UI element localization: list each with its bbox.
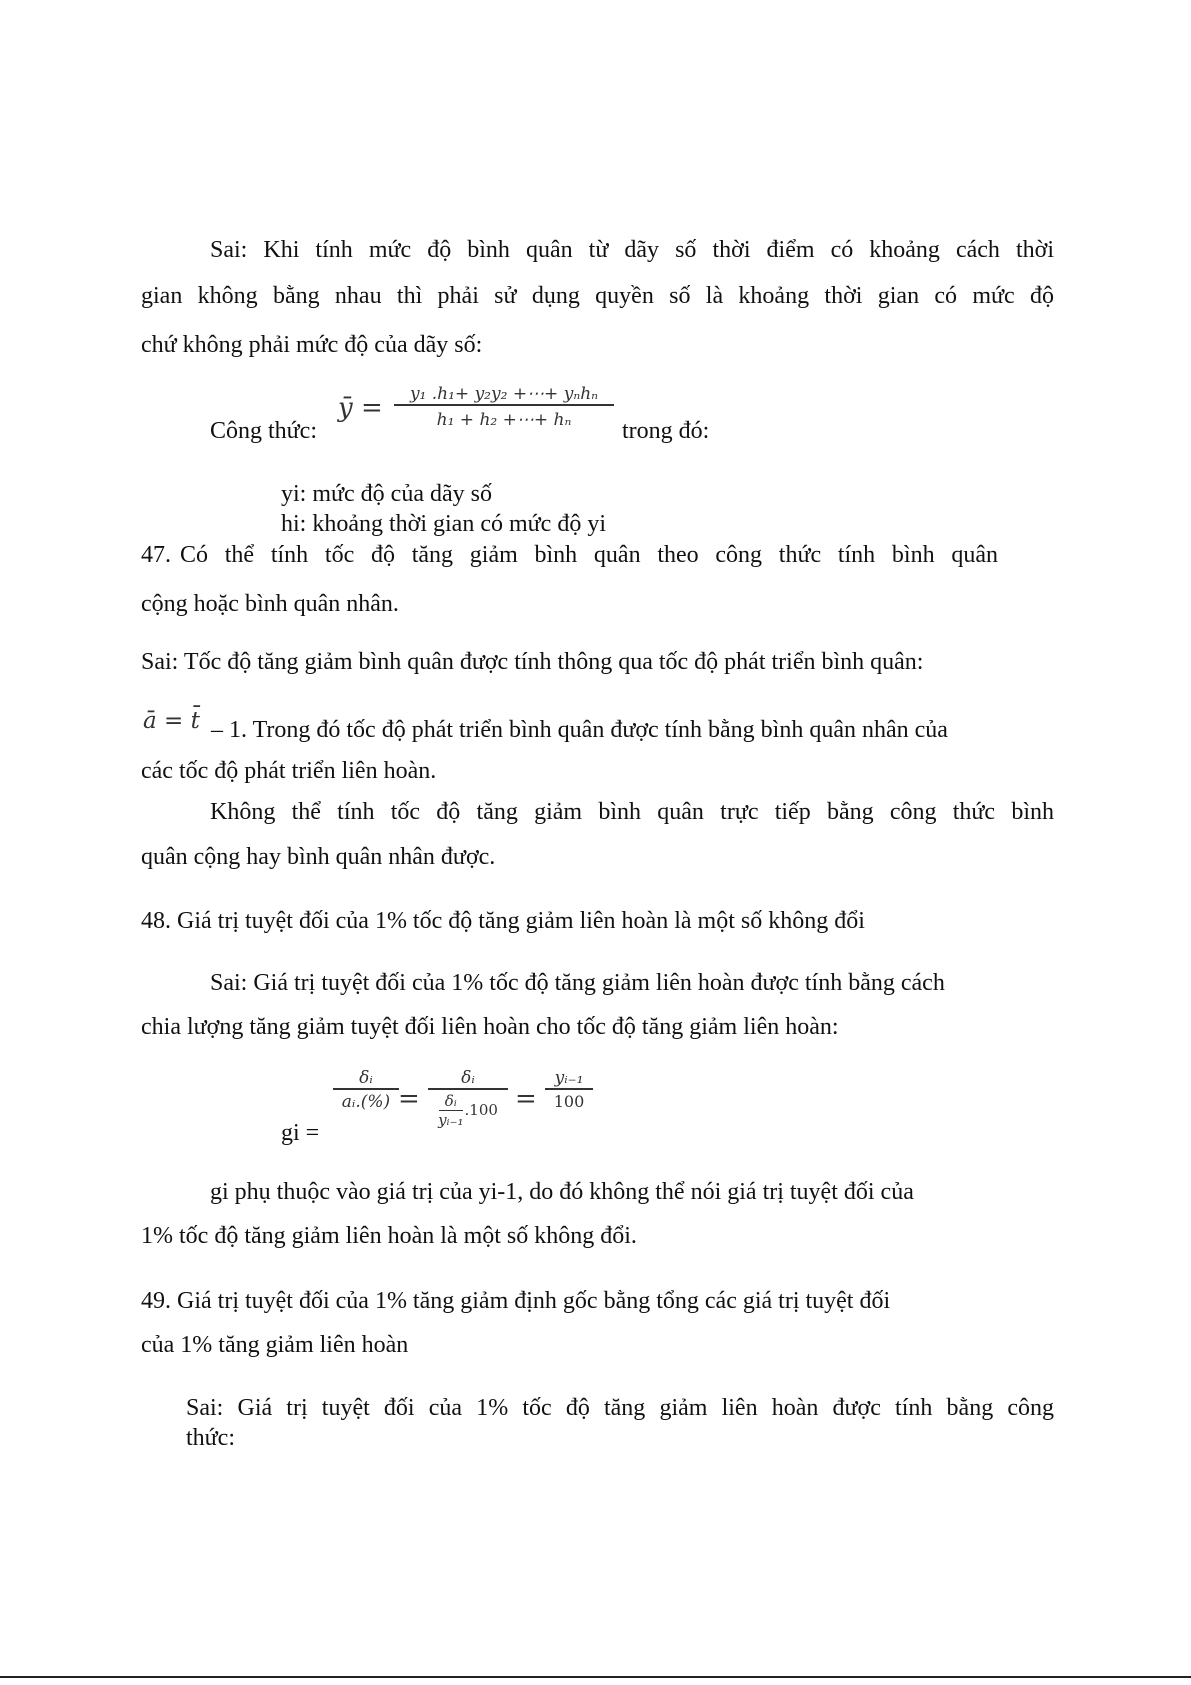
f3-numerator: yᵢ₋₁ (554, 1068, 584, 1088)
s47-answer-line3: các tốc độ phát triển liên hoàn. (141, 758, 437, 784)
fraction-bar (333, 1088, 399, 1090)
s46-formula-suffix: trong đó: (622, 418, 710, 444)
s48-formula-label: gi = (281, 1120, 320, 1146)
formula-lhs: ȳ = (338, 393, 383, 423)
formula-fraction (394, 384, 614, 430)
f2-inner-numerator: δᵢ (444, 1091, 457, 1110)
s48-question: 48. Giá trị tuyệt đối của 1% tốc độ tăng giảm liên hoàn là một số không đổi (141, 908, 865, 934)
f2-inner-denominator: yᵢ₋₁ (438, 1110, 464, 1129)
s48-answer-line1: Sai: Giá trị tuyệt đối của 1% tốc độ tăng giảm liên hoàn được tính bằng cách (210, 970, 945, 996)
s49-answer-line2: thức: (186, 1425, 235, 1451)
s46-line1: Sai: Khi tính mức độ bình quân từ dãy số thời điểm có khoảng cách thời (210, 237, 1054, 263)
s47-question-line2: cộng hoặc bình quân nhân. (141, 591, 399, 617)
formula-denominator: h₁ + h₂ +⋯+ hₙ (436, 409, 572, 430)
f1-numerator: δᵢ (359, 1068, 373, 1088)
page-bottom-rule (0, 1676, 1191, 1678)
s48-conclusion-line1: gi phụ thuộc vào giá trị của yi-1, do đó không thể nói giá trị tuyệt đối của (210, 1179, 914, 1205)
f2-numerator: δᵢ (461, 1068, 475, 1088)
formula-f1 (333, 1068, 399, 1112)
fraction-bar (545, 1088, 593, 1090)
s47-answer-line4: Không thể tính tốc độ tăng giảm bình quân trực tiếp bằng công thức bình (210, 799, 1054, 825)
s46-line2: gian không bằng nhau thì phải sử dụng quyền số là khoảng thời gian có mức độ (141, 283, 1054, 309)
f2-denominator-suffix: .100 (464, 1101, 498, 1120)
s48-conclusion-line2: 1% tốc độ tăng giảm liên hoàn là một số không đổi. (141, 1223, 637, 1249)
s47-answer-line5: quân cộng hay bình quân nhân được. (141, 844, 496, 870)
s49-question-line2: của 1% tăng giảm liên hoàn (141, 1332, 409, 1358)
s47-answer-line1: Sai: Tốc độ tăng giảm bình quân được tính thông qua tốc độ phát triển bình quân: (141, 649, 924, 675)
formula-a-equals-t: ā = t̄ (143, 708, 200, 734)
formula-f2 (428, 1068, 508, 1129)
f2-denominator (438, 1092, 498, 1129)
s49-answer-line1: Sai: Giá trị tuyệt đối của 1% tốc độ tăng giảm liên hoàn được tính bằng công (186, 1395, 1054, 1421)
s48-answer-line2: chia lượng tăng giảm tuyệt đối liên hoàn cho tốc độ tăng giảm liên hoàn: (141, 1014, 839, 1040)
f1-denominator: aᵢ.(%) (341, 1091, 391, 1112)
def-yi: yi: mức độ của dãy số (281, 481, 492, 507)
s47-question-line1: Có thể tính tốc độ tăng giảm bình quân theo công thức tính bình quân (180, 542, 998, 568)
s47-number: 47. (141, 542, 171, 568)
s47-answer-line2: – 1. Trong đó tốc độ phát triển bình quân được tính bằng bình quân nhân của (211, 717, 948, 743)
equals-1: = (398, 1084, 420, 1114)
s49-question-line1: 49. Giá trị tuyệt đối của 1% tăng giảm định gốc bằng tổng các giá trị tuyệt đối (141, 1288, 891, 1314)
def-hi: hi: khoảng thời gian có mức độ yi (281, 511, 606, 537)
fraction-bar (394, 404, 614, 406)
s46-formula-label: Công thức: (210, 418, 318, 444)
fraction-bar (428, 1088, 508, 1090)
f3-denominator: 100 (553, 1091, 585, 1111)
equals-2: = (515, 1084, 537, 1114)
formula-numerator: y₁ .h₁+ y₂y₂ +⋯+ yₙhₙ (409, 384, 599, 404)
s46-line3: chứ không phải mức độ của dãy số: (141, 332, 483, 358)
formula-f3 (545, 1068, 593, 1111)
